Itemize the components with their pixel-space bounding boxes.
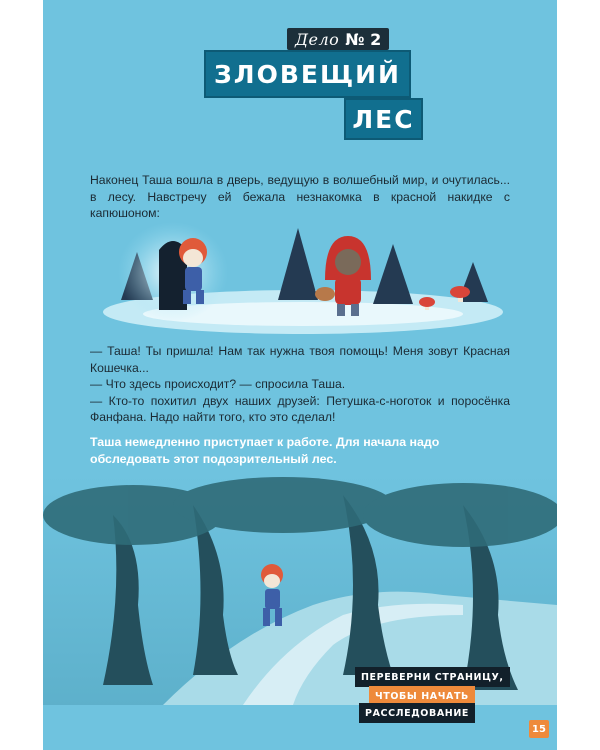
- intro-text: Наконец Таша вошла в дверь, ведущую в волшебный мир, и очутилась... в лесу. Навстречу ей бежала незнакомка в красной накидке с капюшоном:: [90, 173, 510, 220]
- page-number: 15: [529, 720, 549, 738]
- dialogue-line: — Таша! Ты пришла! Нам так нужна твоя помощь! Меня зовут Красная Кошечка...: [90, 344, 510, 375]
- dialogue-line: — Кто-то похитил двух наших друзей: Петушка-с-ноготок и поросёнка Фанфана. Надо найти того, кто это сделал!: [90, 393, 510, 424]
- task-paragraph: Таша немедленно приступает к работе. Для начала надо обследовать этот подозрительный лес.: [90, 435, 440, 466]
- callout-line3: РАССЛЕДОВАНИЕ: [359, 703, 475, 723]
- case-number: № 2: [345, 29, 382, 49]
- chapter-title-line1: ЗЛОВЕЩИЙ: [204, 50, 411, 98]
- callout-line1: ПЕРЕВЕРНИ СТРАНИЦУ,: [355, 667, 510, 687]
- dialogue-block: [90, 343, 510, 426]
- meeting-illustration: [103, 222, 503, 334]
- dialogue-line: — Что здесь происходит? — спросила Таша.: [90, 377, 346, 391]
- case-label: [287, 28, 389, 50]
- intro-paragraph: [90, 172, 510, 222]
- book-page: [43, 0, 557, 750]
- case-word: Дело: [295, 29, 340, 49]
- callout-line2: ЧТОБЫ НАЧАТЬ: [369, 686, 475, 706]
- chapter-title-line2: ЛЕС: [344, 98, 423, 140]
